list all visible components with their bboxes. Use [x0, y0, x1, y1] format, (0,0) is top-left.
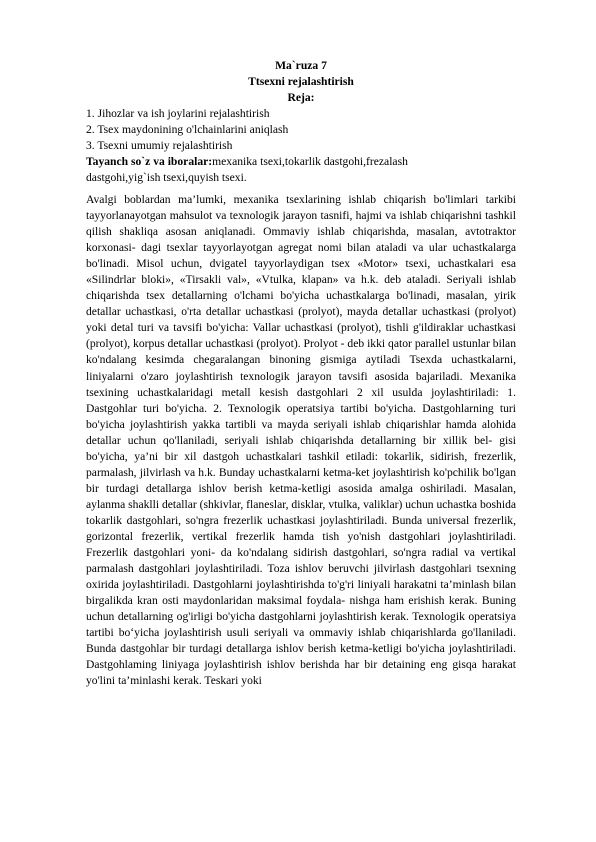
- plan-list: [86, 106, 516, 154]
- plan-item: 2. Tsex maydonining o'lchainlarini aniqlash: [86, 123, 289, 136]
- plan-item: 1. Jihozlar va ish joylarini rejalashtirish: [86, 107, 270, 120]
- keywords-line-2: dastgohi,yig`ish tsexi,quyish tsexi.: [86, 171, 247, 184]
- body-paragraph: Avalgi boblardan ma’lumki, mexanika tsexlarining ishlab chiqarish bo'limlari tarkibi tayyorlanayotgan mahsulot va texnologik jarayon tasnifi, hajmi va ishlab chiqarishni tashkil qilish shakliqa asosan aniqlanadi. Ommaviy ishlab chiqarishda, masalan, avtotraktor korxonasi- dagi tsexlar tayyorlayotgan agregat nomi bilan ataladi va ular uchastkalarga bo'linadi. Misol uchun, dvigatel tayyorlaydigan tsex «Motor» tsexi, uchastkalari esa «Silindrlar bloki», «Tirsakli val», «Vtulka, klapan» va h.k. deb ataladi. Seriyali ishlab chiqarishda tsex detallarning o'lchami bo'yicha uchastkalarga bo'linadi, masalan, yirik detallar uchastkasi, o'rta detallar uchastkasi (prolyot), mayda detallar uchastkasi (prolyot) yoki detal turi va tavsifi bo'yicha: Vallar uchastkasi (prolyot), tishli g'ildiraklar uchastkasi (prolyot), korpus detallar uchastkasi (prolyot). Prolyot - deb ikki qator parallel ustunlar bilan ko'ndalang kesimda chegaralangan binoning gismiga aytiladi Tsexda uchastkalarni, liniyalarni o'zaro joylashtirish texnologik jarayon tavsifi asosida bajariladi. Mexanika tsexining uchastkalaridagi metall kesish dastgohlari 2 xil usulda joylashtiriladi: 1. Dastgohlar turi bo'yicha. 2. Texnologik operatsiya tartibi bo'yicha. Dastgohlarning turi bo'yicha joylashtirish yakka tartibli va mayda seriyali ishlab chiqarishlar hamda alohida detallar uchun qo'llaniladi, seriyali ishlab chiqarishda detallarning bir xillik bel- gisi bo'yicha, ya’ni bir xil dastgoh uchastkalari tashkil etiladi: tokarlik, sidirish, frezerlik, parmalash, jilvirlash va h.k. Bunday uchastkalarni ketma-ket joylashtirish ko'pchilik bo'lgan bir turdagi detallarga ishlov berish ketma-ketligi asosida amalga oshiriladi. Masalan, aylanma shaklli detallar (shkivlar, flaneslar, disklar, vtulka, valiklar) uchun uchastka boshida tokarlik dastgohlari, so'ngra frezerlik uchastkasi joylashtiriladi. Bunda universal frezerlik, gorizontal frezerlik, vertikal frezerlik hamda tish yo'nish dastgohlari joylashtiriladi. Frezerlik dastgohlari yoni- da ko'ndalang sidirish dastgohlari, so'ngra radial va vertikal parmalash dastgohlari joylashtiriladi. Toza ishlov beruvchi jilvirlash dastgohlari tsexning oxirida joylashtiriladi. Dastgohlarni joylashtirishda to'g'ri liniyali harakatni ta’minlash bilan birgalikda kran osti maydonlaridan maksimal foydala- nishga ham erishish kerak. Buning uchun detallarning og'irligi bo'yicha dastgohlarni joylashtirish kerak. Texnologik operatsiya tartibi bo‘yicha joylashtirish usuli seriyali va ommaviy ishlab chiqarishlarda go'llaniladi. Bunda dastgohlar bir turdagi detallarga ishlov berish ketma-ketligi bo'yicha joylashtiriladi. Dastgohlaming liniyaga joylashtirish ishlov berishda har bir detaining eng gisqa harakat yo'lini ta’minlashi kerak. Teskari yoki: [86, 193, 517, 688]
- lecture-number: Ma`ruza 7: [275, 59, 327, 72]
- plan-heading: Reja:: [287, 91, 315, 104]
- keywords-block: [86, 154, 516, 186]
- document-page: [86, 58, 516, 689]
- keywords-label: Tayanch so`z va iboralar:: [86, 155, 213, 168]
- lecture-title: Ttsexni rejalashtirish: [248, 75, 354, 88]
- plan-item: 3. Tsexni umumiy rejalashtirish: [86, 139, 233, 152]
- keywords-line-1: mexanika tsexi,tokarlik dastgohi,frezalash: [212, 155, 408, 168]
